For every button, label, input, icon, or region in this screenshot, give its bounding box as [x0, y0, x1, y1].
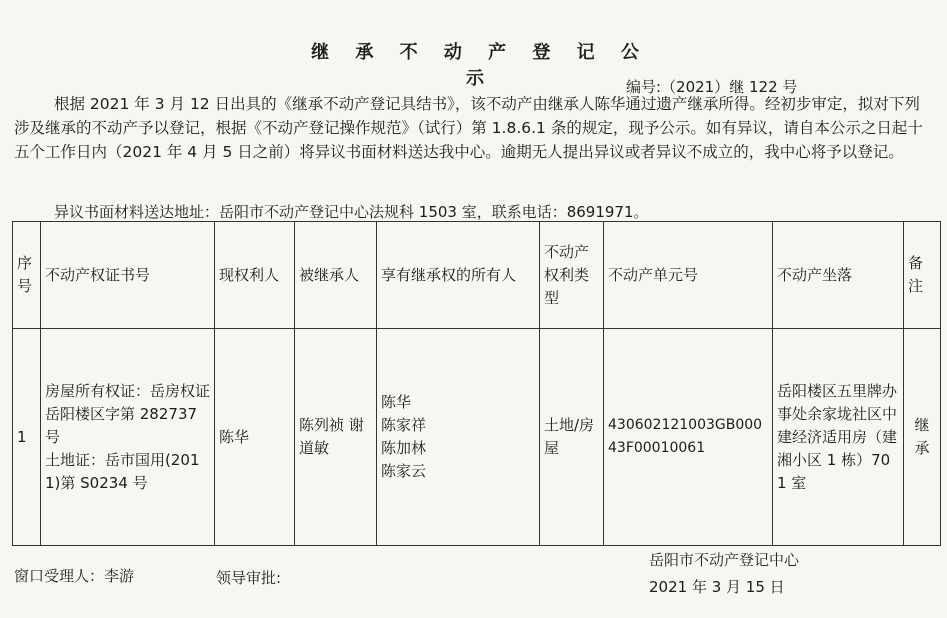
header-cert-no: 不动产权证书号 — [41, 222, 215, 329]
header-right-type: 不动产权利类型 — [540, 222, 604, 329]
cell-right-type: 土地/房屋 — [540, 329, 604, 546]
cell-cert-no — [41, 329, 215, 546]
heir-name: 陈家云 — [381, 462, 427, 480]
header-remark: 备注 — [904, 222, 941, 329]
header-inherited-from: 被继承人 — [295, 222, 377, 329]
document-number: 编号:（2021）继 122 号 — [626, 78, 798, 96]
header-current-owner: 现权利人 — [215, 222, 295, 329]
cell-inherited-from: 陈列祯 谢道敏 — [295, 329, 377, 546]
window-receiver: 窗口受理人：李游 — [14, 567, 135, 585]
cert-house: 房屋所有权证：岳房权证岳阳楼区字第 282737 号 — [45, 381, 211, 446]
header-location: 不动产坐落 — [773, 222, 904, 329]
table-header-row — [13, 222, 941, 329]
header-seq: 序号 — [13, 222, 41, 329]
cell-unit-no: 430602121003GB00043F00010061 — [604, 329, 773, 546]
cert-land: 土地证：岳市国用(2011)第 S0234 号 — [45, 450, 200, 492]
cell-current-owner: 陈华 — [215, 329, 295, 546]
header-heirs: 享有继承权的所有人 — [377, 222, 540, 329]
cell-heirs — [377, 329, 540, 546]
leader-review: 领导审批: — [216, 569, 282, 587]
notice-body: 根据 2021 年 3 月 12 日出具的《继承不动产登记具结书》，该不动产由继承人陈华通过遗产继承所得。经初步审定，拟对下列涉及继承的不动产予以登记，根据《不动产登记操作规范》（试行）第 1.8.6.1 条的规定，现予公示。如有异议，请自本公示之日起十五个工作日内（2021 年 4 月 5 日之前）将异议书面材料送达我中心。逾期无人提出异议或者异议不成立的，我中心将予以登记。 — [14, 95, 923, 161]
heir-name: 陈家祥 — [381, 416, 427, 434]
heir-name: 陈加林 — [381, 439, 427, 457]
cell-location: 岳阳楼区五里牌办事处余家垅社区中建经济适用房（建湘小区 1 栋）701 室 — [773, 329, 904, 546]
issuing-office: 岳阳市不动产登记中心 — [649, 551, 800, 569]
table-row — [13, 329, 941, 546]
heir-name: 陈华 — [381, 393, 412, 411]
header-unit-no: 不动产单元号 — [604, 222, 773, 329]
objection-address: 异议书面材料送达地址：岳阳市不动产登记中心法规科 1503 室，联系电话：8691971。 — [54, 203, 649, 221]
cell-seq: 1 — [13, 329, 41, 546]
cell-remark: 继承 — [904, 329, 941, 546]
registration-table — [12, 221, 941, 546]
issue-date: 2021 年 3 月 15 日 — [649, 578, 785, 596]
page-title: 继 承 不 动 产 登 记 公 示 — [311, 42, 649, 89]
